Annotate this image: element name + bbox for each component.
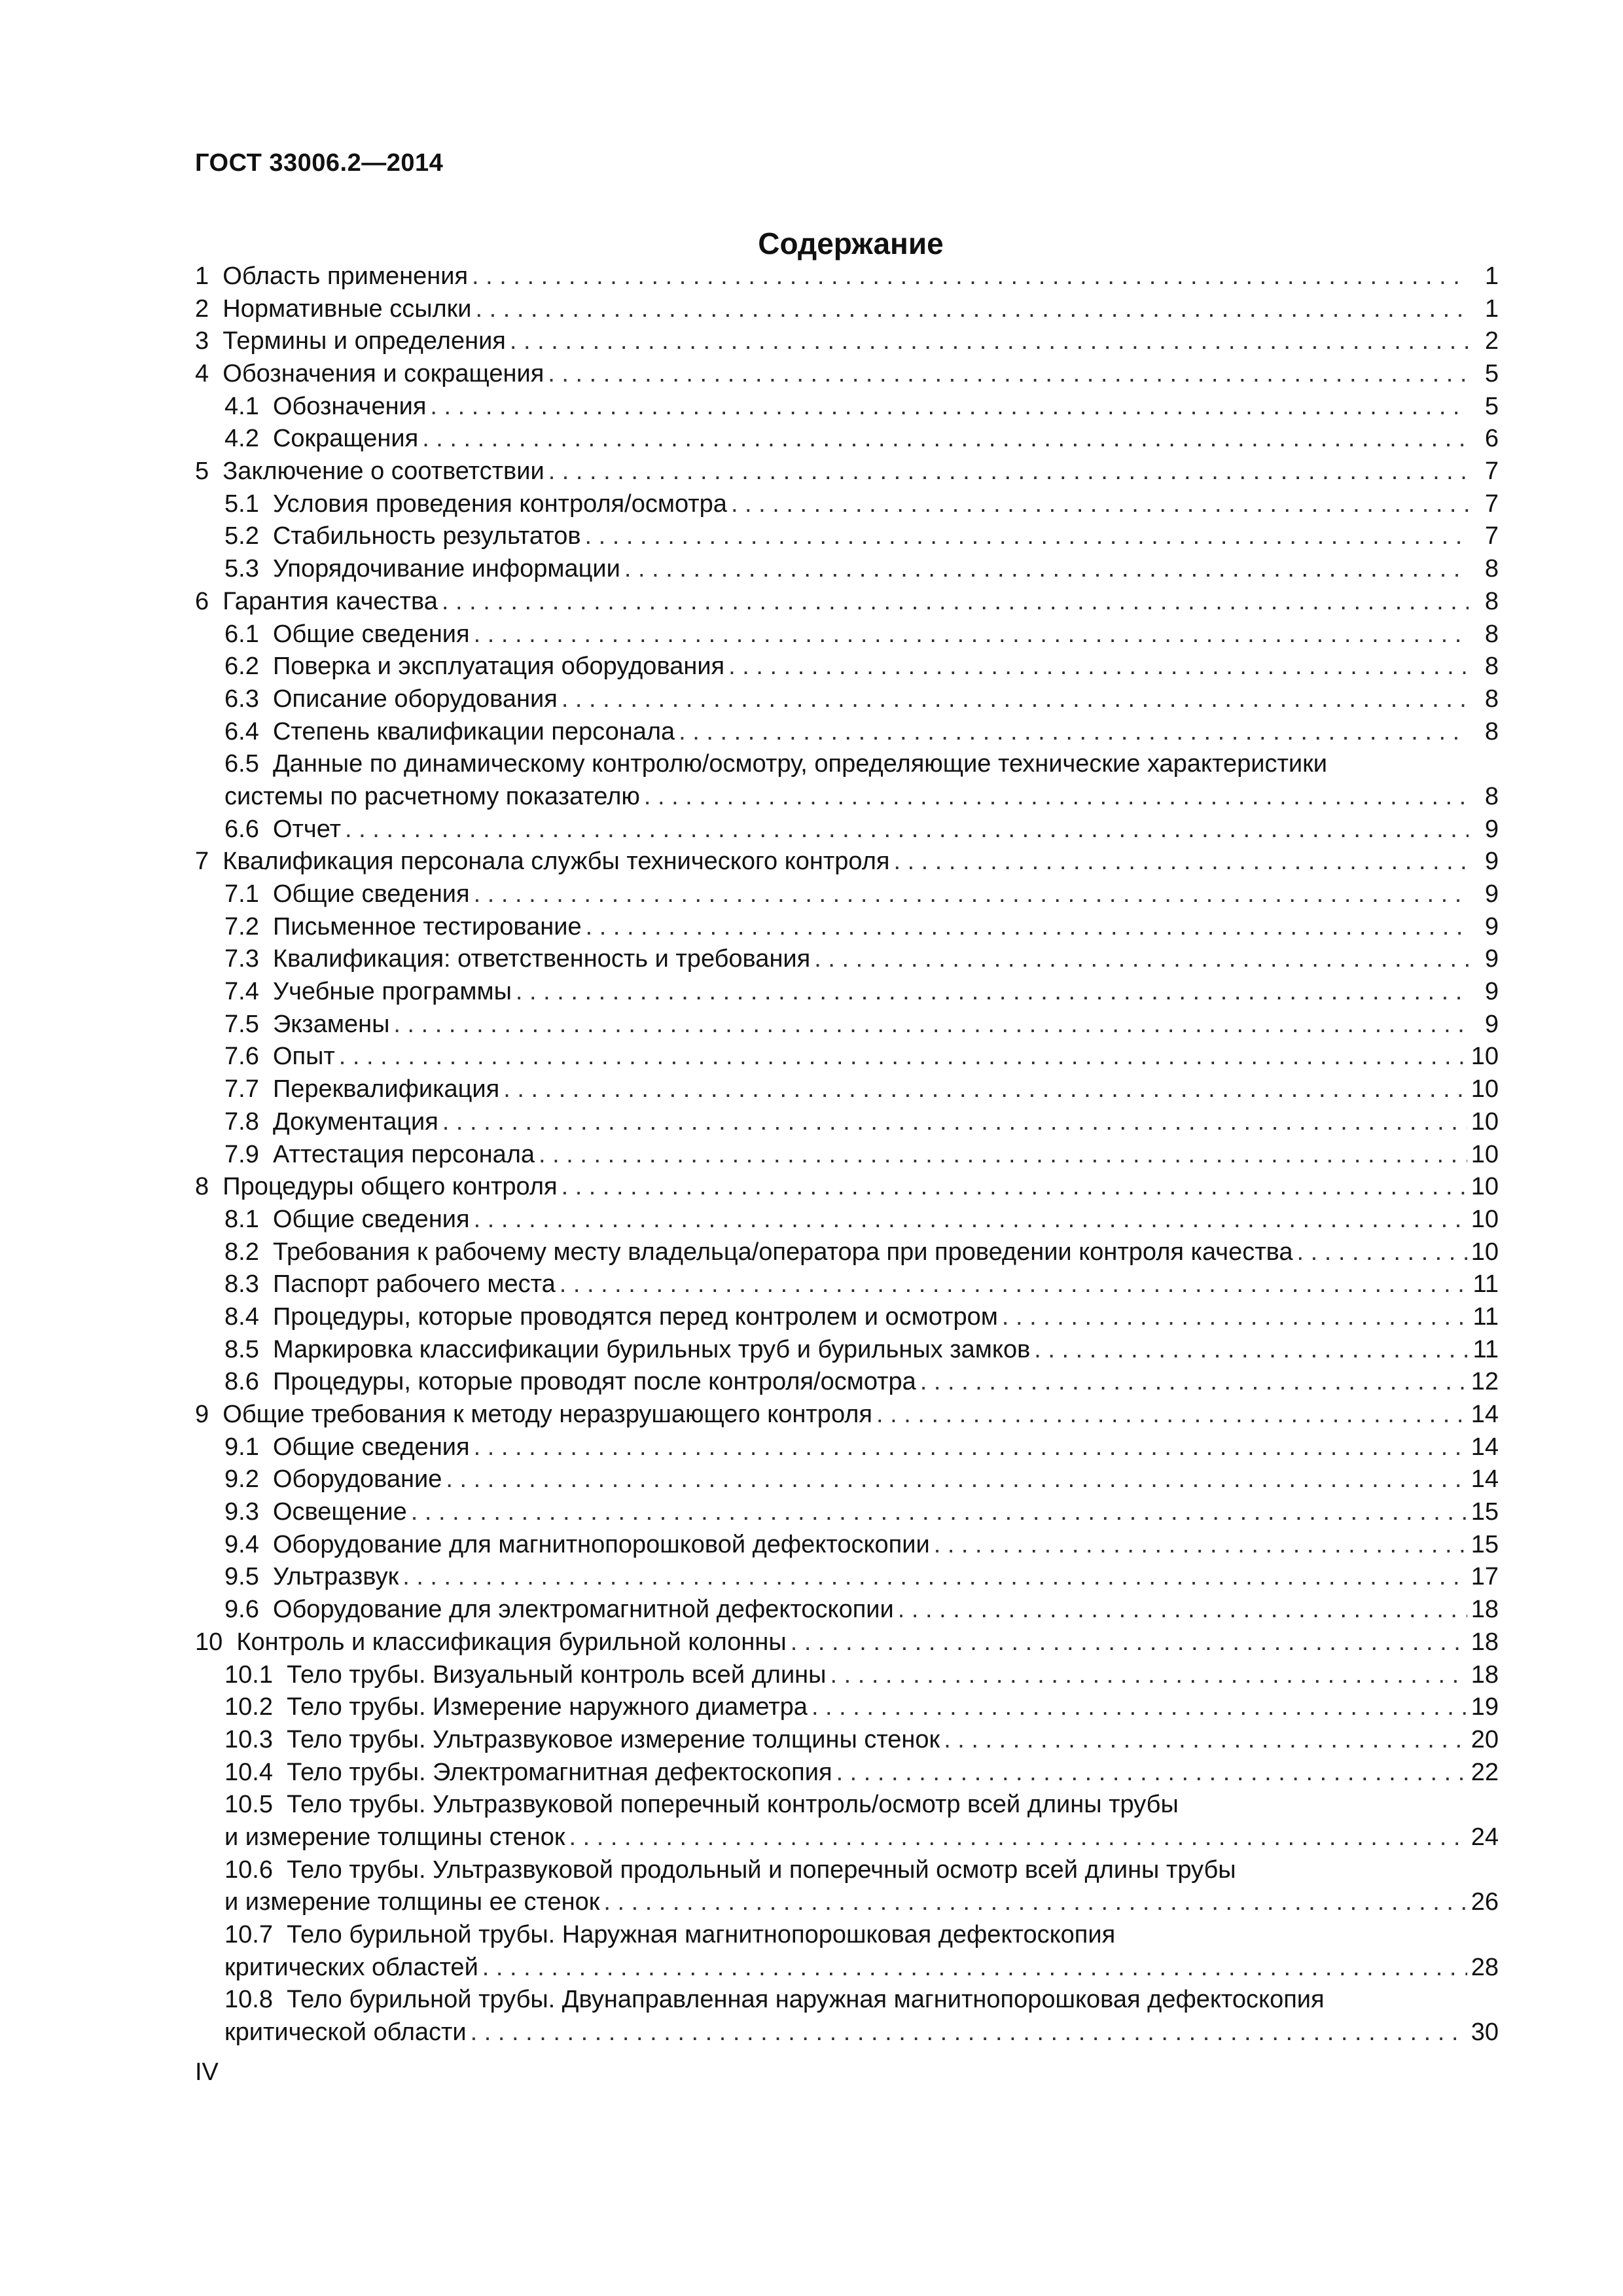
toc-entry-page: 9 [1484,912,1499,941]
dot-leader [569,1821,1467,1854]
toc-entry-page: 8 [1484,717,1499,745]
toc-entry-title: Маркировка классификации бурильных труб и бурильных замков [259,1335,1031,1363]
toc-entry-number: 7.2 [224,912,259,941]
toc-entry[interactable] [195,293,1499,326]
dot-leader [503,1073,1467,1106]
toc-entry[interactable] [195,781,1499,814]
dot-leader [442,1106,1467,1139]
toc-entry-number: 9.5 [224,1563,259,1591]
toc-entry[interactable] [195,1626,1499,1659]
toc-entry-number: 8.5 [224,1335,259,1363]
toc-entry-title: и измерение толщины ее стенок [224,1888,600,1916]
toc-entry-title: Заключение о соответствии [209,457,544,486]
toc-entry-page: 14 [1471,1401,1499,1429]
toc-entry[interactable] [195,1821,1499,1854]
toc-entry[interactable] [195,423,1499,456]
toc-entry[interactable] [195,716,1499,749]
dot-leader [476,293,1469,326]
toc-entry-title: Учебные программы [259,978,512,1006]
toc-entry[interactable] [195,358,1499,391]
toc-entry-title: Общие требования к методу неразрушающего контроля [209,1401,872,1429]
toc-entry-number: 8.3 [224,1270,259,1299]
dot-leader [402,1561,1467,1594]
dot-leader [791,1626,1467,1659]
toc-entry-title: Тело трубы. Ультразвуковой поперечный контроль/осмотр всей длины трубы [272,1791,1179,1819]
toc-entry-number: 6.3 [224,685,259,713]
toc-entry-page: 8 [1484,782,1499,810]
toc-entry-number: 8 [195,1173,209,1201]
toc-entry-page: 10 [1471,1140,1499,1168]
toc-entry-title: Контроль и классификация бурильной колонны [223,1628,787,1656]
toc-entry-page: 9 [1484,848,1499,876]
dot-leader [516,976,1469,1009]
toc-entry[interactable] [195,943,1499,976]
toc-entry-page: 14 [1471,1433,1499,1461]
toc-entry-number: 4 [195,360,209,388]
toc-entry[interactable] [195,1463,1499,1496]
toc-entry-title: Тело трубы. Визуальный контроль всей длины [272,1660,827,1689]
toc-entry[interactable] [195,1496,1499,1529]
toc-entry[interactable] [195,1886,1499,1919]
toc-entry-number: 10.2 [224,1693,273,1721]
toc-entry-title: Тело бурильной трубы. Наружная магнитнопорошковая дефектоскопия [272,1921,1116,1949]
toc-entry-title: критической области [224,2018,467,2047]
toc-entry[interactable] [195,1529,1499,1562]
toc-entry-page: 10 [1471,1107,1499,1136]
dot-leader [944,1724,1467,1757]
dot-leader [603,1886,1467,1919]
toc-entry-title: Оборудование [259,1465,442,1494]
toc-entry-page: 24 [1471,1823,1499,1851]
toc-entry[interactable] [195,1431,1499,1464]
toc-entry-title: Условия проведения контроля/осмотра [259,490,727,518]
toc-entry-page: 15 [1471,1530,1499,1558]
dot-leader [836,1757,1467,1789]
toc-entry[interactable] [195,1334,1499,1367]
toc-entry-page: 17 [1471,1563,1499,1591]
dot-leader [812,1691,1467,1724]
toc-entry-number: 7.7 [224,1075,259,1103]
toc-entry-page: 20 [1471,1725,1499,1753]
toc-entry-number: 7 [195,848,209,876]
dot-leader [1002,1301,1469,1334]
toc-entry-number: 7.1 [224,880,259,908]
toc-entry-number: 10.6 [224,1856,273,1884]
dot-leader [934,1529,1467,1562]
dot-leader [474,619,1469,651]
toc-entry[interactable] [195,1204,1499,1236]
toc-entry-title: Экзамены [259,1010,390,1038]
toc-entry-page: 7 [1484,522,1499,550]
toc-entry[interactable] [195,586,1499,619]
toc-entry-number: 7.4 [224,978,259,1006]
toc-entry[interactable] [195,651,1499,683]
dot-leader [731,488,1469,521]
toc-entry-title: Общие сведения [259,620,470,648]
dot-leader [474,1431,1467,1464]
toc-entry-number: 5 [195,457,209,486]
toc-entry-title: Квалификация персонала службы технического контроля [209,848,890,876]
toc-entry-title: Отчет [259,815,341,843]
toc-entry[interactable] [195,619,1499,651]
toc-entry[interactable] [195,1399,1499,1431]
toc-entry[interactable] [195,683,1499,716]
toc-entry[interactable] [195,1984,1499,2017]
toc-entry-number: 10 [195,1628,223,1656]
toc-entry-title: Данные по динамическому контролю/осмотру, определяющие технические характеристики [259,750,1327,778]
toc-entry-page: 9 [1484,978,1499,1006]
toc-entry-number: 9.1 [224,1433,259,1461]
toc-entry[interactable] [195,391,1499,423]
toc-entry-number: 8.1 [224,1205,259,1233]
toc-entry-title: Гарантия качества [209,587,438,615]
toc-entry-number: 10.7 [224,1921,273,1949]
dot-leader [472,260,1469,293]
dot-leader [920,1366,1467,1399]
toc-entry-title: Общие сведения [259,880,470,908]
document-header: ГОСТ 33006.2—2014 [195,149,444,177]
toc-entry-title: Тело трубы. Измерение наружного диаметра [272,1693,808,1721]
toc-entry-title: Переквалификация [259,1075,500,1103]
toc-entry[interactable] [195,1724,1499,1757]
toc-entry[interactable] [195,1659,1499,1692]
toc-entry[interactable] [195,1073,1499,1106]
toc-entry[interactable] [195,976,1499,1009]
toc-entry-title: Оборудование для электромагнитной дефектоскопии [259,1596,894,1624]
toc-entry-page: 10 [1471,1043,1499,1071]
toc-entry-number: 7.8 [224,1107,259,1136]
toc-entry-title: Обозначения и сокращения [209,360,544,388]
toc-entry-page: 2 [1484,327,1499,355]
toc-entry-page: 12 [1471,1368,1499,1396]
toc-entry-number: 10.8 [224,1986,273,2014]
toc-entry-title: Письменное тестирование [259,912,582,941]
toc-entry-number: 5.3 [224,555,259,583]
toc-entry-title: Общие сведения [259,1205,470,1233]
toc-entry-page: 8 [1484,587,1499,615]
toc-entry[interactable] [195,1789,1499,1821]
toc-entry[interactable] [195,1171,1499,1204]
dot-leader [560,1268,1469,1301]
toc-entry-number: 7.3 [224,945,259,973]
toc-entry-number: 9.2 [224,1465,259,1494]
toc-entry-page: 8 [1484,685,1499,713]
toc-entry-number: 10.1 [224,1660,273,1689]
toc-entry-page: 22 [1471,1758,1499,1786]
toc-entry-number: 5.1 [224,490,259,518]
toc-entry-title: и измерение толщины стенок [224,1823,565,1851]
toc-entry-page: 6 [1484,425,1499,453]
dot-leader [1297,1236,1467,1269]
toc-entry[interactable] [195,1594,1499,1626]
dot-leader [442,586,1469,619]
dot-leader [728,651,1469,683]
toc-entry[interactable] [195,1139,1499,1172]
toc-entry-page: 8 [1484,620,1499,648]
toc-entry-page: 8 [1484,653,1499,681]
toc-entry-page: 10 [1471,1205,1499,1233]
toc-entry[interactable] [195,1236,1499,1269]
toc-entry[interactable] [195,878,1499,911]
toc-entry-page: 7 [1484,490,1499,518]
toc-entry-title: Процедуры, которые проводятся перед контролем и осмотром [259,1302,998,1331]
toc-entry-title: Освещение [259,1498,407,1526]
toc-entry-number: 10.4 [224,1758,273,1786]
dot-leader [876,1399,1467,1431]
dot-leader [562,683,1469,716]
toc-entry[interactable] [195,1301,1499,1334]
toc-entry-number: 6.4 [224,717,259,745]
toc-entry-page: 11 [1472,1302,1499,1331]
toc-entry-page: 18 [1471,1596,1499,1624]
toc-entry-page: 30 [1471,2018,1499,2047]
toc-entry[interactable] [195,325,1499,358]
toc-entry-title: Стабильность результатов [259,522,581,550]
dot-leader [1034,1334,1469,1367]
toc-entry-number: 8.2 [224,1238,259,1266]
toc-entry[interactable] [195,1757,1499,1789]
toc-entry-page: 18 [1471,1628,1499,1656]
toc-entry-title: Опыт [259,1043,335,1071]
dot-leader [345,814,1469,846]
toc-entry-title: Общие сведения [259,1433,470,1461]
dot-leader [539,1139,1467,1172]
dot-leader [585,520,1469,553]
dot-leader [814,943,1469,976]
toc-entry-number: 8.6 [224,1368,259,1396]
toc-entry-page: 11 [1472,1335,1499,1363]
toc-entry-title: Обозначения [259,392,427,420]
toc-entry[interactable] [195,1106,1499,1139]
toc-entry-page: 8 [1484,555,1499,583]
dot-leader [586,911,1469,944]
toc-entry-title: критических областей [224,1953,478,1981]
dot-leader [430,391,1469,423]
toc-entry-title: Паспорт рабочего места [259,1270,556,1299]
toc-entry-title: Тело трубы. Электромагнитная дефектоскопия [272,1758,832,1786]
toc-entry-page: 19 [1471,1693,1499,1721]
toc-entry-title: Аттестация персонала [259,1140,535,1168]
toc-entry-title: системы по расчетному показателю [224,782,640,810]
page-number: IV [195,2058,219,2086]
toc-entry-number: 6.1 [224,620,259,648]
dot-leader [644,781,1469,814]
toc-entry[interactable] [195,1919,1499,1952]
toc-entry[interactable] [195,1854,1499,1887]
toc-entry-title: Требования к рабочему месту владельца/оператора при проведении контроля качества [259,1238,1293,1266]
toc-entry[interactable] [195,521,1499,554]
toc-entry[interactable] [195,1366,1499,1399]
toc-entry-page: 5 [1484,360,1499,388]
dot-leader [422,423,1469,456]
toc-entry[interactable] [195,553,1499,586]
dot-leader [548,456,1469,488]
toc-entry-title: Документация [259,1107,438,1136]
toc-entry-page: 7 [1484,457,1499,486]
toc-entry-page: 1 [1484,262,1499,290]
toc-entry-number: 1 [195,262,209,290]
toc-entry-title: Степень квалификации персонала [259,717,675,745]
toc-entry-title: Квалификация: ответственность и требования [259,945,811,973]
toc-entry[interactable] [195,911,1499,944]
toc-entry-number: 4.2 [224,425,259,453]
toc-entry[interactable] [195,814,1499,846]
toc-entry-title: Термины и определения [209,327,506,355]
toc-entry-page: 9 [1484,815,1499,843]
toc-entry-number: 10.5 [224,1791,273,1819]
dot-leader [830,1659,1467,1692]
toc-entry[interactable] [195,456,1499,488]
toc-entry[interactable] [195,1691,1499,1724]
toc-entry-title: Оборудование для магнитнопорошковой дефектоскопии [259,1530,930,1558]
toc-entry-title: Ультразвук [259,1563,399,1591]
toc-entry-number: 2 [195,295,209,323]
toc-entry-number: 10.3 [224,1725,273,1753]
dot-leader [393,1009,1469,1041]
toc-entry-page: 18 [1471,1660,1499,1689]
toc-entry-title: Поверка и эксплуатация оборудования [259,653,725,681]
toc-entry-page: 11 [1472,1270,1499,1299]
dot-leader [474,878,1469,911]
toc-entry-title: Сокращения [259,425,419,453]
dot-leader [471,2017,1467,2049]
dot-leader [624,553,1469,586]
dot-leader [510,325,1469,358]
toc-entry-title: Тело бурильной трубы. Двунаправленная наружная магнитнопорошковая дефектоскопия [272,1986,1325,2014]
toc-entry[interactable] [195,1952,1499,1984]
toc-entry-title: Область применения [209,262,469,290]
toc-entry-page: 9 [1484,1010,1499,1038]
dot-leader [411,1496,1467,1529]
toc-entry-number: 6.2 [224,653,259,681]
toc-entry-number: 4.1 [224,392,259,420]
toc-entry-number: 9 [195,1401,209,1429]
toc-entry[interactable] [195,1268,1499,1301]
toc-entry-number: 7.9 [224,1140,259,1168]
toc-entry[interactable] [195,748,1499,781]
toc-entry-page: 28 [1471,1953,1499,1981]
toc-entry[interactable] [195,260,1499,293]
toc-entry-page: 14 [1471,1465,1499,1494]
toc-entry-title: Тело трубы. Ультразвуковое измерение толщины стенок [272,1725,940,1753]
toc-entry[interactable] [195,1562,1499,1594]
toc-entry-number: 7.6 [224,1043,259,1071]
toc-entry-page: 9 [1484,880,1499,908]
toc-entry-number: 3 [195,327,209,355]
toc-entry-page: 5 [1484,392,1499,420]
dot-leader [482,1952,1467,1984]
toc-entry[interactable] [195,1041,1499,1074]
dot-leader [679,716,1469,749]
dot-leader [562,1171,1467,1204]
dot-leader [474,1204,1467,1236]
dot-leader [548,358,1469,391]
page-title: Содержание [758,226,944,260]
toc-entry[interactable] [195,846,1499,878]
dot-leader [898,1594,1467,1626]
toc-entry-title: Тело трубы. Ультразвуковой продольный и поперечный осмотр всей длины трубы [272,1856,1236,1884]
toc-entry-number: 6.6 [224,815,259,843]
toc-entry-number: 9.4 [224,1530,259,1558]
toc-entry-number: 6.5 [224,750,259,778]
toc-entry-number: 8.4 [224,1302,259,1331]
table-of-contents [195,260,1499,2049]
toc-entry-page: 10 [1471,1173,1499,1201]
toc-entry-page: 15 [1471,1498,1499,1526]
toc-entry-page: 10 [1471,1238,1499,1266]
toc-entry-page: 9 [1484,945,1499,973]
toc-entry-number: 9.6 [224,1596,259,1624]
toc-entry[interactable] [195,1009,1499,1041]
toc-entry-title: Процедуры общего контроля [209,1173,558,1201]
toc-entry-number: 5.2 [224,522,259,550]
toc-entry-number: 7.5 [224,1010,259,1038]
toc-entry-number: 6 [195,587,209,615]
dot-leader [339,1041,1467,1073]
toc-entry-title: Процедуры, которые проводят после контроля/осмотра [259,1368,916,1396]
dot-leader [893,846,1469,878]
toc-entry-title: Нормативные ссылки [209,295,472,323]
toc-entry-title: Описание оборудования [259,685,558,713]
toc-entry-title: Упорядочивание информации [259,555,620,583]
toc-entry-page: 10 [1471,1075,1499,1103]
toc-entry-page: 26 [1471,1888,1499,1916]
toc-entry[interactable] [195,488,1499,521]
toc-entry-number: 9.3 [224,1498,259,1526]
dot-leader [446,1463,1467,1496]
toc-entry-page: 1 [1484,295,1499,323]
toc-entry[interactable] [195,2017,1499,2049]
